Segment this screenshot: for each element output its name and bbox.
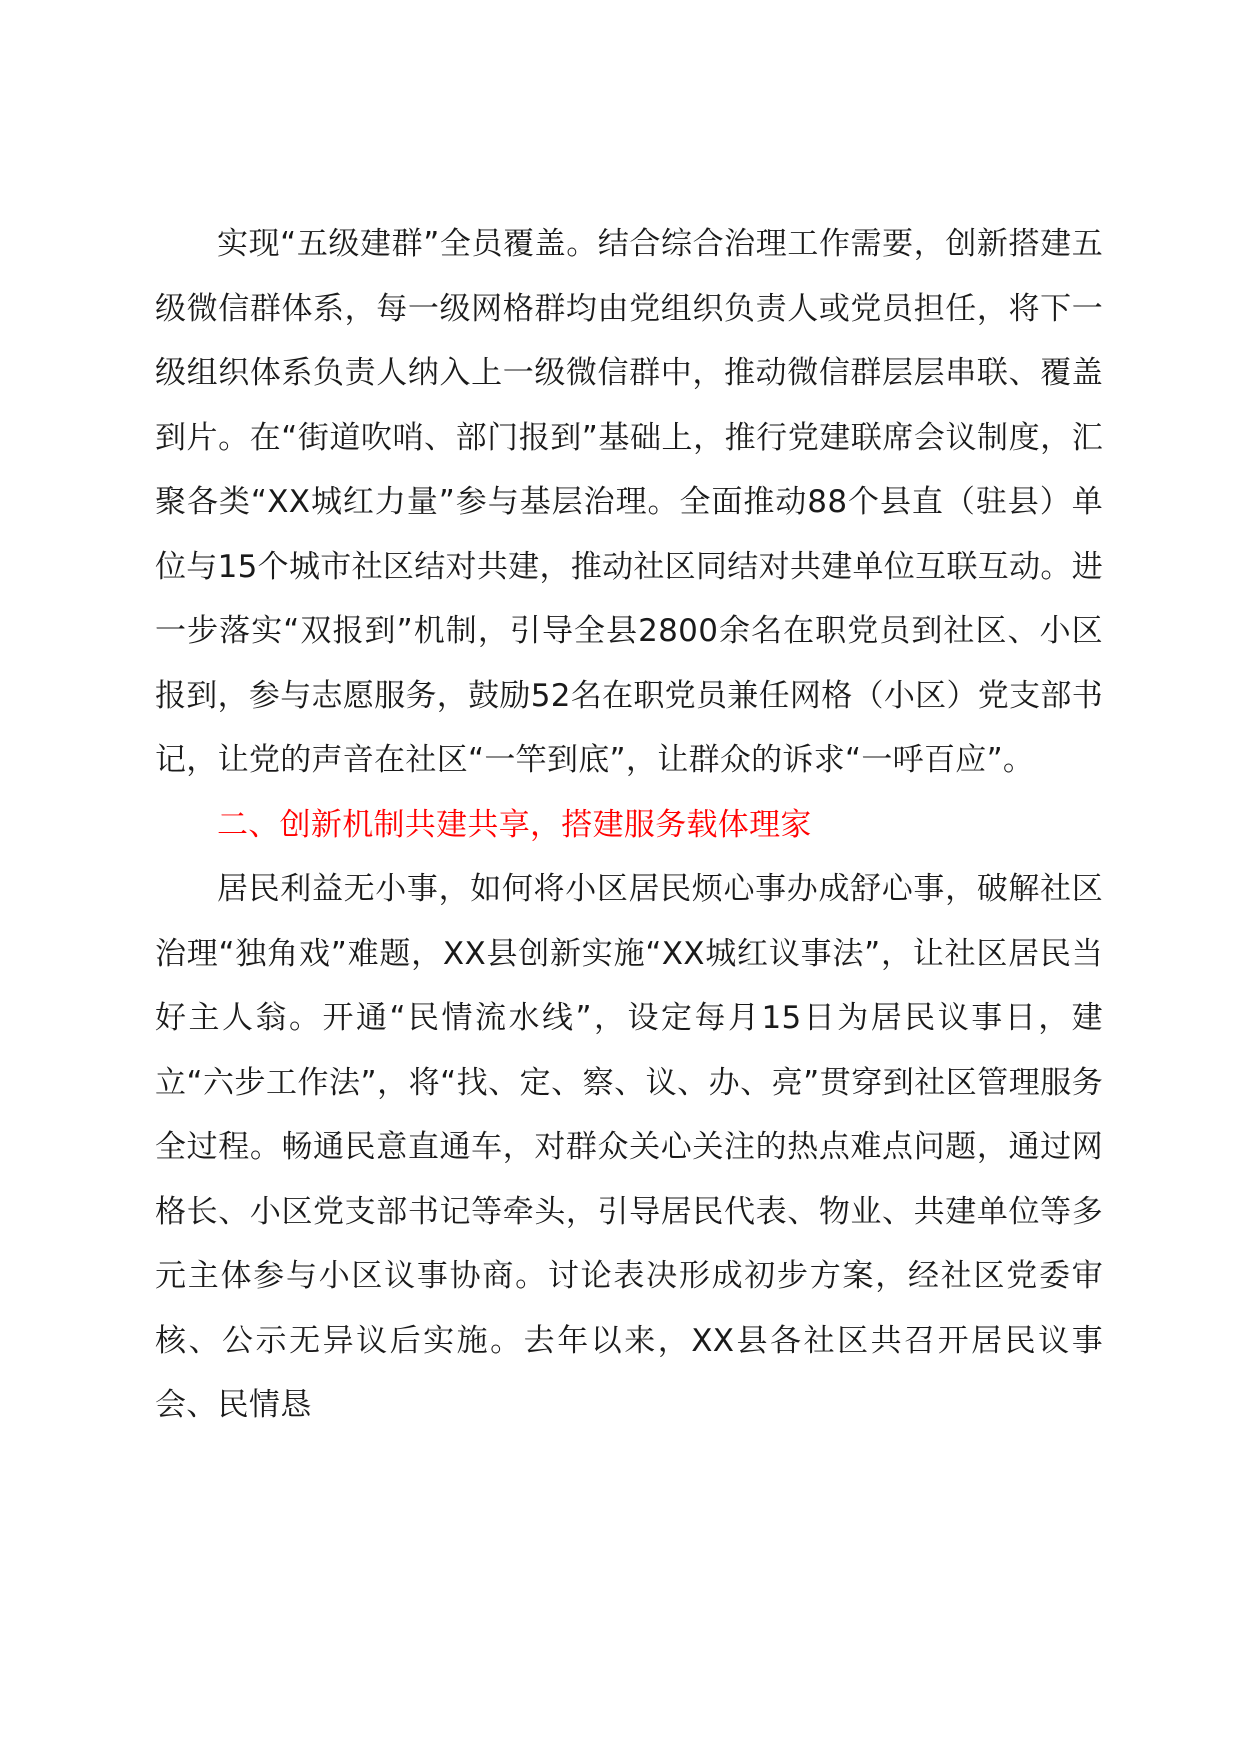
section-heading-2: 二、创新机制共建共享，搭建服务载体理家 (217, 806, 812, 843)
document-body (155, 212, 1103, 1438)
paragraph-five-level-groups: 实现“五级建群”全员覆盖。结合综合治理工作需要，创新搭建五级微信群体系，每一级网格群均由党组织负责人或党员担任，将下一级组织体系负责人纳入上一级微信群中，推动微信群层层串联、覆盖到片。在“街道吹哨、部门报到”基础上，推行党建联席会议制度，汇聚各类“XX城红力量”参与基层治理。全面推动88个县直（驻县）单位与15个城市社区结对共建，推动社区同结对共建单位互联互动。进一步落实“双报到”机制，引导全县2800余名在职党员到社区、小区报到，参与志愿服务，鼓励52名在职党员兼任网格（小区）党支部书记，让党的声音在社区“一竿到底”，让群众的诉求“一呼百应”。 (155, 226, 1103, 778)
paragraph-resident-deliberation: 居民利益无小事，如何将小区居民烦心事办成舒心事，破解社区治理“独角戏”难题，XX县创新实施“XX城红议事法”，让社区居民当好主人翁。开通“民情流水线”，设定每月15日为居民议事日，建立“六步工作法”，将“找、定、察、议、办、亮”贯穿到社区管理服务全过程。畅通民意直通车，对群众关心关注的热点难点问题，通过网格长、小区党支部书记等牵头，引导居民代表、物业、共建单位等多元主体参与小区议事协商。讨论表决形成初步方案，经社区党委审核、公示无异议后实施。去年以来，XX县各社区共召开居民议事会、民情恳 (155, 871, 1103, 1423)
